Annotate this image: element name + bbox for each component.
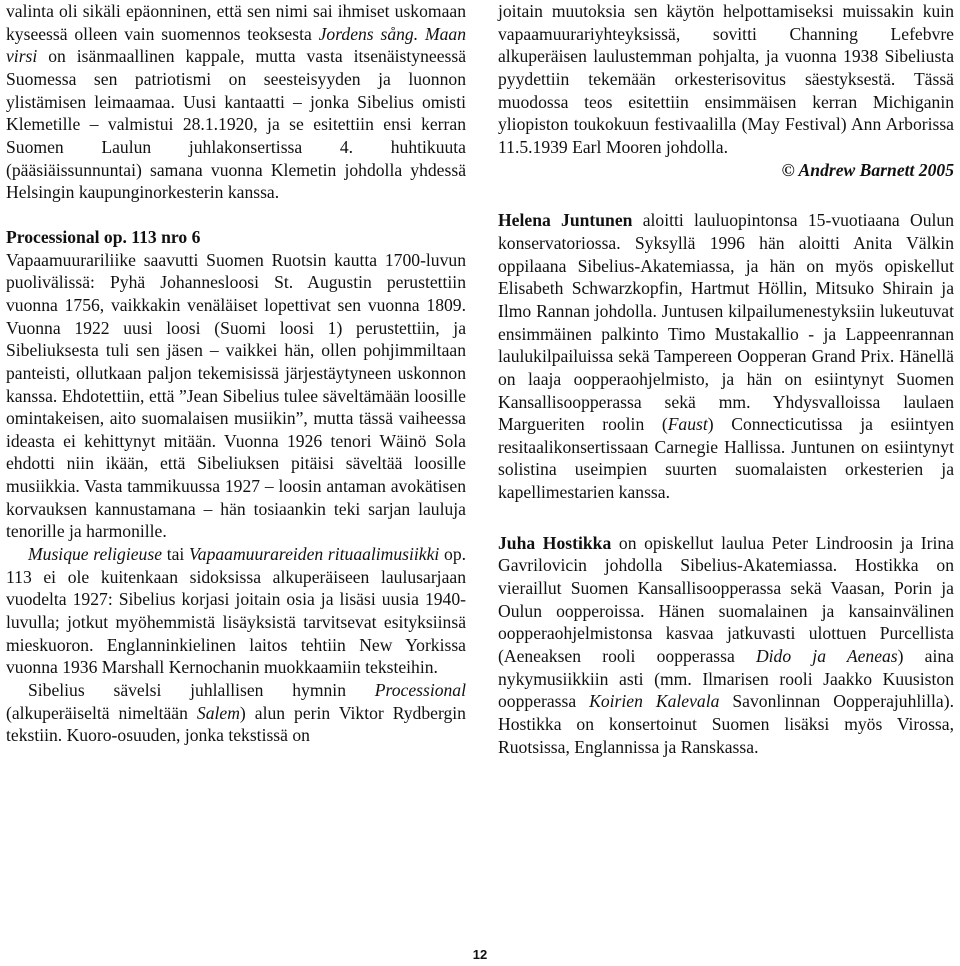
- paragraph-vapaamuurariliike: Vapaamuurariliike saavutti Suomen Ruotsin kautta 1700-luvun puolivälissä: Pyhä Johannesloosi St. Augustin perustettiin vuonna 1756, vaikkakin venäläiset lopettivat sen vuonna 1809. Vuonna 1922 uusi loosi (Suomi loosi 1) perustettiin, ja Sibeliuksesta tuli sen jäsen – vaikkei hän, ollen pohjimmiltaan panteisti, ollutkaan paljon tekemisissä järjestäytyneen uskonnon kanssa. Ehdotettiin, että ”Jean Sibelius tulee säveltämään loosille omintakeisen, aito suomalaisen musiikin”, mutta tässä vaiheessa ideasta ei kehittynyt mitään. Vuonna 1926 tenori Wäinö Sola ehdotti niin ikään, että Sibeliuksen pitäisi säveltää loosille musiikkia. Vasta tammikuussa 1927 – loosin antaman avokätisen korvauksen kannustamana – hän tosiaankin teki sarjan lauluja tenorille ja harmonille.: [6, 249, 466, 542]
- paragraph-processional-hymn: Sibelius sävelsi juhlallisen hymnin Processional (alkuperäiseltä nimeltään Salem) alun perin Viktor Rydbergin tekstiin. Kuoro-osuuden, jonka tekstissä on: [6, 680, 466, 746]
- paragraph-kantaatti: valinta oli sikäli epäonninen, että sen nimi sai ihmiset uskomaan kyseessä olleen vain suomennos teoksesta Jordens sång. Maan virsi on isänmaallinen kappale, mutta vasta itsenäistyneessä Suomessa sen patriotismi on seesteisyyden ja luonnon ylistämisen leimaamaa. Uusi kantaatti – jonka Sibelius omisti Klemetille – valmistui 28.1.1920, ja se esitettiin ensi kerran Suomen Laulun juhlakonsertissa 4. huhtikuuta (pääsiäissunnuntai) samana vuonna Klemetin johdolla yhdessä Helsingin kaupunginorkesterin kanssa.: [6, 1, 466, 203]
- left-column: [6, 0, 466, 747]
- paragraph-musique-religieuse: Musique religieuse tai Vapaamuurareiden rituaalimusiikki op. 113 ei ole kuitenkaan sidoksissa alkuperäiseen laulusarjaan vuodelta 1927: Sibelius korjasi joitain osia ja lisäsi uusia 1940-luvulla; jotkut myöhemmistä lisäyksistä tarvitsevat esityksiinsä mieskuoron. Englanninkielinen laitos tehtiin New Yorkissa vuonna 1936 Marshall Kernochanin muokkaamiin teksteihin.: [6, 544, 467, 678]
- page-number: 12: [472, 947, 488, 962]
- right-column: [498, 0, 954, 758]
- author-signature: © Andrew Barnett 2005: [781, 159, 954, 180]
- bio-juha-hostikka: Juha Hostikka on opiskellut laulua Peter Lindroosin ja Irina Gavrilovicin johdolla Sibelius-Akatemiassa. Hostikka on vieraillut Suomen Kansallisoopperassa sekä Vaasan, Porin ja Oulun oopperoissa. Hänen suomalainen ja kansainvälinen oopperaohjelmistonsa kasvaa jatkuvasti ulottuen Purcellista (Aeneaksen rooli oopperassa Dido ja Aeneas) aina nykymusiikkiin asti (mm. Ilmarisen rooli Jaakko Kuusiston oopperassa Koirien Kalevala Savonlinnan Oopperajuhlilla). Hostikka on konsertoinut Suomen lisäksi myös Virossa, Ruotsissa, Englannissa ja Ranskassa.: [498, 532, 954, 757]
- paragraph-continuation: joitain muutoksia sen käytön helpottamiseksi muissakin kuin vapaamuurariyhteyksissä, sovitti Channing Lefebvre alkuperäisen laulustemman pohjalta, ja vuonna 1938 Sibeliusta pyydettiin tekemään orkesterisovitus säestyksestä. Tässä muodossa teos esitettiin ensimmäisen kerran Michiganin yliopiston toukokuun festivaalilla (May Festival) Ann Arborissa 11.5.1939 Earl Mooren johdolla.: [498, 1, 954, 157]
- section-heading-processional: Processional op. 113 nro 6: [6, 226, 201, 247]
- bio-helena-juntunen: Helena Juntunen aloitti lauluopintonsa 15-vuotiaana Oulun konservatoriossa. Syksyllä 1996 hän aloitti Anita Välkin oppilaana Sibelius-Akatemiassa, ja hän on myös opiskellut Elisabeth Schwarzkopfin, Hartmut Höllin, Mitsuko Shirain ja Ilmo Rannan johdolla. Juntusen kilpailumenestyksiin lukeutuvat ensimmäinen palkinto Timo Mustakallio - ja Lappeenrannan laulukilpailuissa sekä Tampereen Oopperan Grand Prix. Hänellä on laaja oopperaohjelmisto, ja hän on esiintynyt Suomen Kansallisoopperassa sekä mm. Yhdysvalloissa laulaen Margueriten roolin (Faust) Connecticutissa ja esiintyen resitaalikonsertissaan Carnegie Hallissa. Juntunen on esiintynyt solistina useimpien suurten suomalaisten orkesterien ja kapellimestarien kanssa.: [498, 210, 954, 503]
